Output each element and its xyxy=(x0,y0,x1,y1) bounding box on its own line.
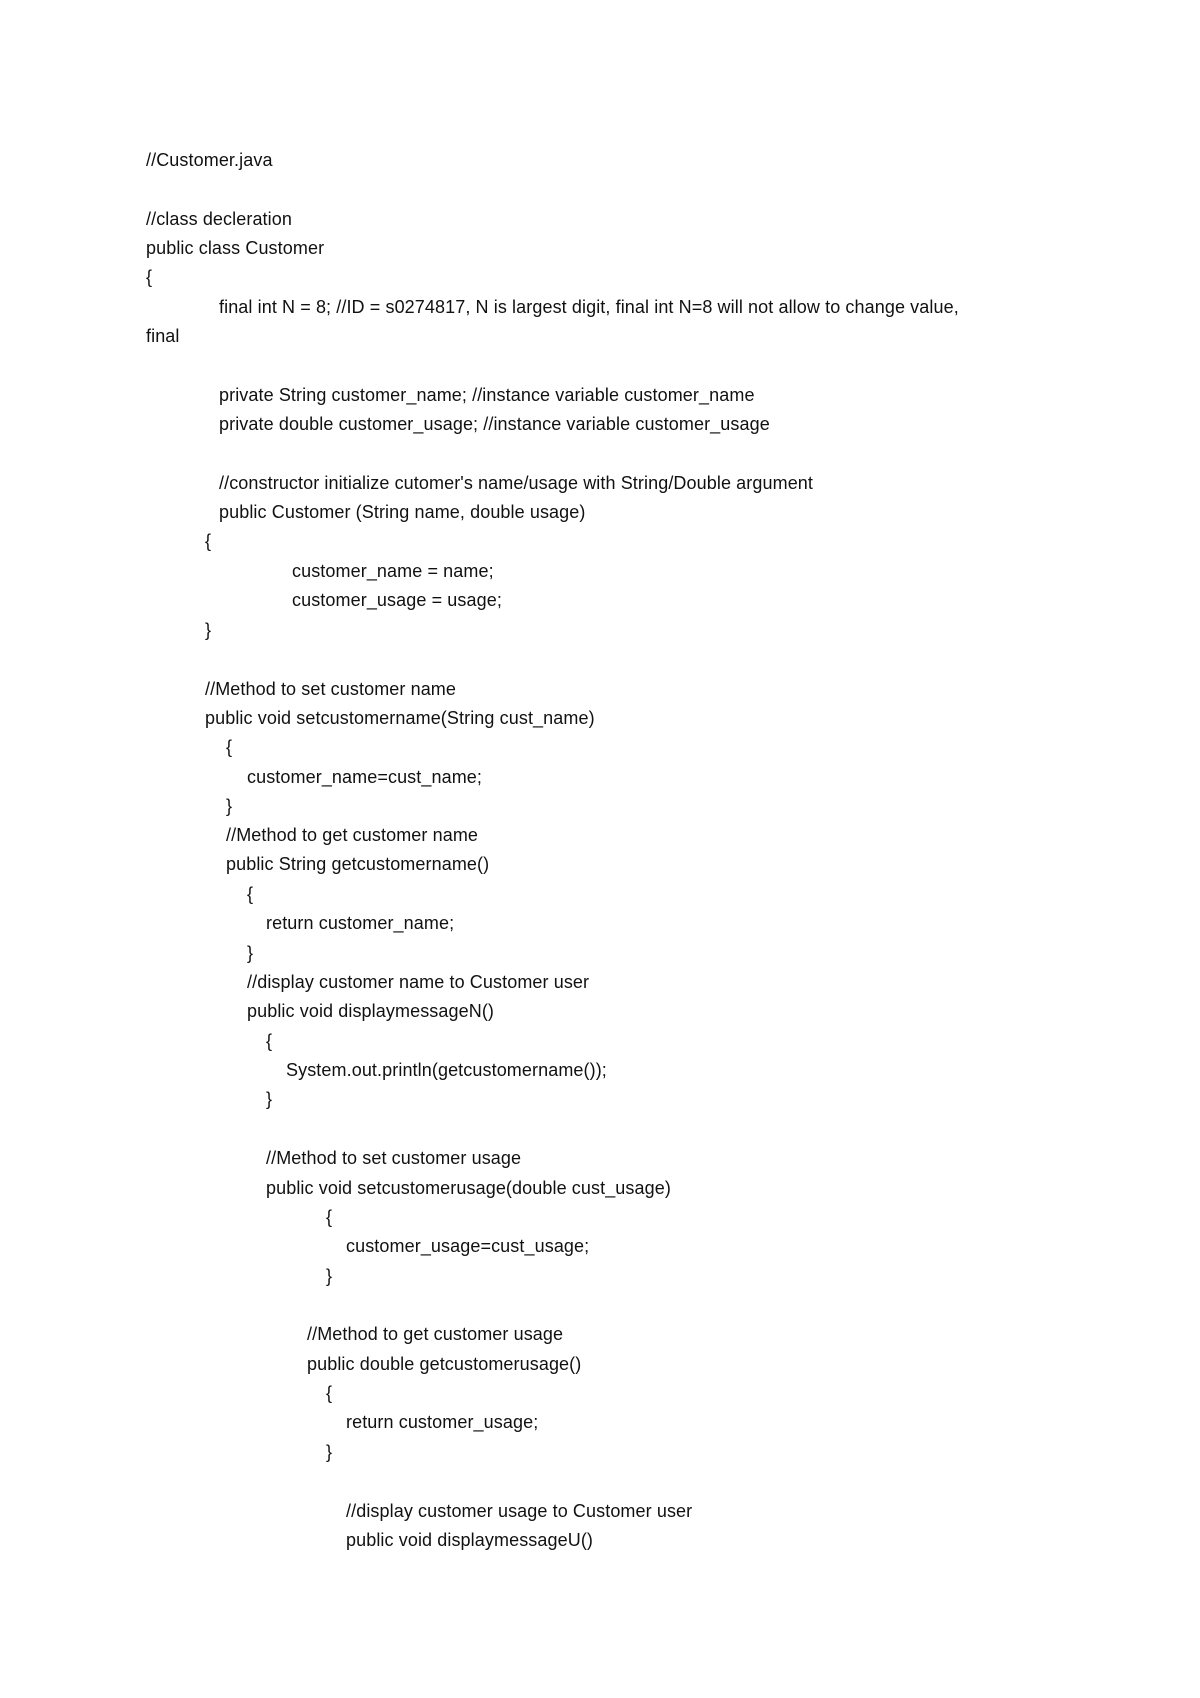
code-line: } xyxy=(247,943,254,963)
code-line: customer_name = name; xyxy=(292,561,494,581)
code-line: } xyxy=(326,1266,333,1286)
code-line: public void displaymessageN() xyxy=(247,1001,495,1021)
code-line: private String customer_name; //instance variable customer_name xyxy=(219,385,755,405)
code-line: //Method to get customer usage xyxy=(307,1324,564,1344)
code-line: customer_usage=cust_usage; xyxy=(346,1236,590,1256)
code-line: } xyxy=(205,620,212,640)
code-line: { xyxy=(226,737,233,757)
code-line: public Customer (String name, double usage) xyxy=(219,502,586,522)
code-line: customer_usage = usage; xyxy=(292,590,502,610)
code-line: public void displaymessageU() xyxy=(346,1530,594,1550)
code-line: return customer_usage; xyxy=(346,1412,539,1432)
code-line: //display customer name to Customer user xyxy=(247,972,590,992)
code-line: System.out.println(getcustomername()); xyxy=(286,1060,607,1080)
code-line: { xyxy=(266,1031,273,1051)
code-line: public void setcustomername(String cust_name) xyxy=(205,708,595,728)
code-line: //Method to set customer name xyxy=(205,679,457,699)
code-line: { xyxy=(146,267,153,287)
code-line: //Method to get customer name xyxy=(226,825,479,845)
code-line: public double getcustomerusage() xyxy=(307,1354,582,1374)
code-line: //class decleration xyxy=(146,209,292,229)
code-line: //Method to set customer usage xyxy=(266,1148,522,1168)
code-line: public void setcustomerusage(double cust_usage) xyxy=(266,1178,671,1198)
code-line: } xyxy=(326,1442,333,1462)
code-line: //constructor initialize cutomer's name/usage with String/Double argument xyxy=(219,473,814,493)
code-line: final xyxy=(146,326,180,346)
code-line: public String getcustomername() xyxy=(226,854,490,874)
code-line: customer_name=cust_name; xyxy=(247,767,483,787)
code-line: { xyxy=(205,531,212,551)
code-line: return customer_name; xyxy=(266,913,455,933)
code-line: { xyxy=(247,884,254,904)
code-line: public class Customer xyxy=(146,238,325,258)
code-line: { xyxy=(326,1207,333,1227)
code-line: private double customer_usage; //instance variable customer_usage xyxy=(219,414,770,434)
code-line: } xyxy=(266,1089,273,1109)
code-line: { xyxy=(326,1383,333,1403)
code-line: final int N = 8; //ID = s0274817, N is largest digit, final int N=8 will not allow to change value, xyxy=(219,297,959,317)
code-line: //display customer usage to Customer user xyxy=(346,1501,693,1521)
code-line: //Customer.java xyxy=(146,150,273,170)
code-line: } xyxy=(226,796,233,816)
